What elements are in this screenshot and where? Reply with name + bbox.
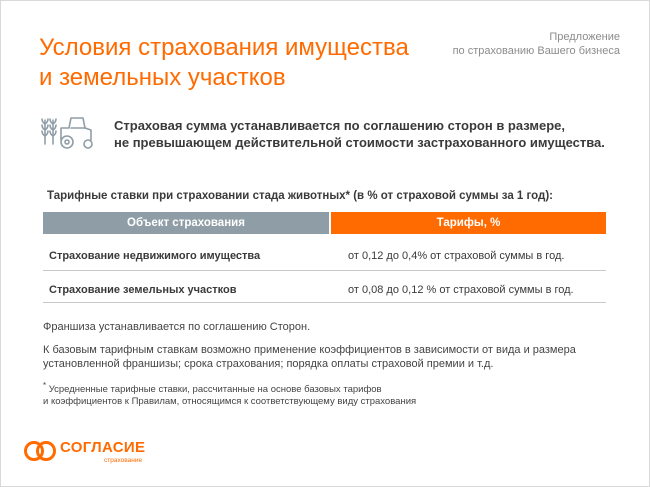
footnote-line-1-text: Усредненные тарифные ставки, рассчитанные на основе базовых тарифов [46,384,382,396]
franchise-paragraph: Франшиза устанавливается по соглашению Сторон. [43,321,311,333]
table-row-2-tariff: от 0,08 до 0,12 % от страховой суммы в год. [348,284,574,296]
sum-insured-line-1: Страховая сумма устанавливается по соглашению сторон в размере, [114,118,566,133]
footnote-marker: * [43,381,47,390]
header-note-line-2: по страхованию Вашего бизнеса [452,45,620,57]
sum-insured-line-2: не превышающем действительной стоимости застрахованного имущества. [114,135,605,150]
tariff-table-title: Тарифные ставки при страховании стада животных* (в % от страховой суммы за 1 год): [47,190,553,202]
table-row-divider [43,302,606,303]
footnote-line-1 [43,380,603,396]
table-row-divider [43,270,606,271]
page-title-line-2: и земельных участков [39,64,286,91]
coefficients-paragraph [43,343,623,371]
table-row-1-tariff: от 0,12 до 0,4% от страховой суммы в год. [348,250,565,262]
page-title-line-1: Условия страхования имущества [39,34,409,61]
logo-name: СОГЛАСИЕ [60,439,146,456]
coefficients-line-2: установленной франшизы; срока страхования; порядка оплаты страховой премии и т.д. [43,358,494,370]
company-logo [22,438,146,464]
sum-insured-statement [114,117,614,151]
table-row-2-object: Страхование земельных участков [49,284,237,296]
table-header-tariff: Тарифы, % [331,212,606,234]
tractor-and-wheat-icon [41,112,97,152]
table-row-1-object: Страхование недвижимого имущества [49,250,261,262]
footnote [43,380,603,408]
footnote-line-2: и коэффициентов к Правилам, относящимся к соответствующему виду страхования [43,396,417,408]
page-title [39,33,459,93]
table-header-object: Объект страхования [43,212,329,234]
logo-subtitle: страхование [104,457,143,464]
coefficients-line-1: К базовым тарифным ставкам возможно применение коэффициентов в зависимости от вида и размера [43,344,576,356]
interlocking-rings-logo-icon [22,438,62,464]
header-note-line-1: Предложение [549,31,620,43]
